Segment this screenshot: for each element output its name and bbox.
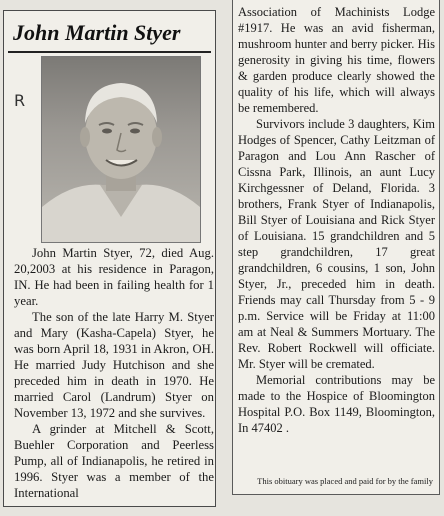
paragraph-family-history: The son of the late Harry M. Styer and Mary (Kasha-Capela) Styer, he was born April 18, 1931 in Akron, OH. He married Judy Hutchison and she preceded him in death in 1970. He married Carol (Landrum) Styer on November 13, 1972 and she survives. [14,310,214,420]
paid-notice-footnote: This obituary was placed and paid for by the family [257,476,433,486]
left-column [3,10,216,507]
paragraph-hobbies: Association of Machinists Lodge #1917. He was an avid fisherman, mushroom hunter and berry picker. His generosity in giving his time, flowers & garden produce clearly showed the quality of his life, which will always be remembered. [238,5,435,115]
paragraph-memorials: Memorial contributions may be made to the Hospice of Bloomington Hospital P.O. Box 1149, Bloomington, In 47402 . [238,373,435,435]
obituary-text-left [14,245,214,501]
obituary-headline: John Martin Styer [13,20,181,45]
paragraph-survivors: Survivors include 3 daughters, Kim Hodges of Spencer, Cathy Leitzman of Paragon and Lou Ann Rascher of Cissna Park, Illinois, an aunt Lucy Kirchgessner of Deland, Florida. 3 brothers, Frank Styer of Indianapolis, Bill Styer of Louisiana and Rick Styer of Louisiana. 15 grandchildren and 5 step grandchildren, 17 great grandchildren, 6 cousins, 1 son, John Styer, Jr., preceded him in death. Friends may call Thursday from 5 - 9 p.m. Service will be Friday at 11:00 am at Neal & Summers Mortuary. The Rev. Robert Rockwell will officiate. Mr. Styer will be cremated. [238,117,435,371]
headline-rule [8,51,211,53]
right-column [232,0,440,495]
portrait-illustration [42,57,200,242]
obituary-text-right [238,4,435,436]
paragraph-career: A grinder at Mitchell & Scott, Buehler Corporation and Peerless Pump, all of Indianapolis, he retired in 1996. Styer was a member of the International [14,422,214,500]
portrait-photo [41,56,201,243]
handwritten-margin-mark: R [14,91,26,110]
paragraph-death-notice: John Martin Styer, 72, died Aug. 20,2003 at his residence in Paragon, IN. He had been in failing health for 1 year. [14,246,214,308]
